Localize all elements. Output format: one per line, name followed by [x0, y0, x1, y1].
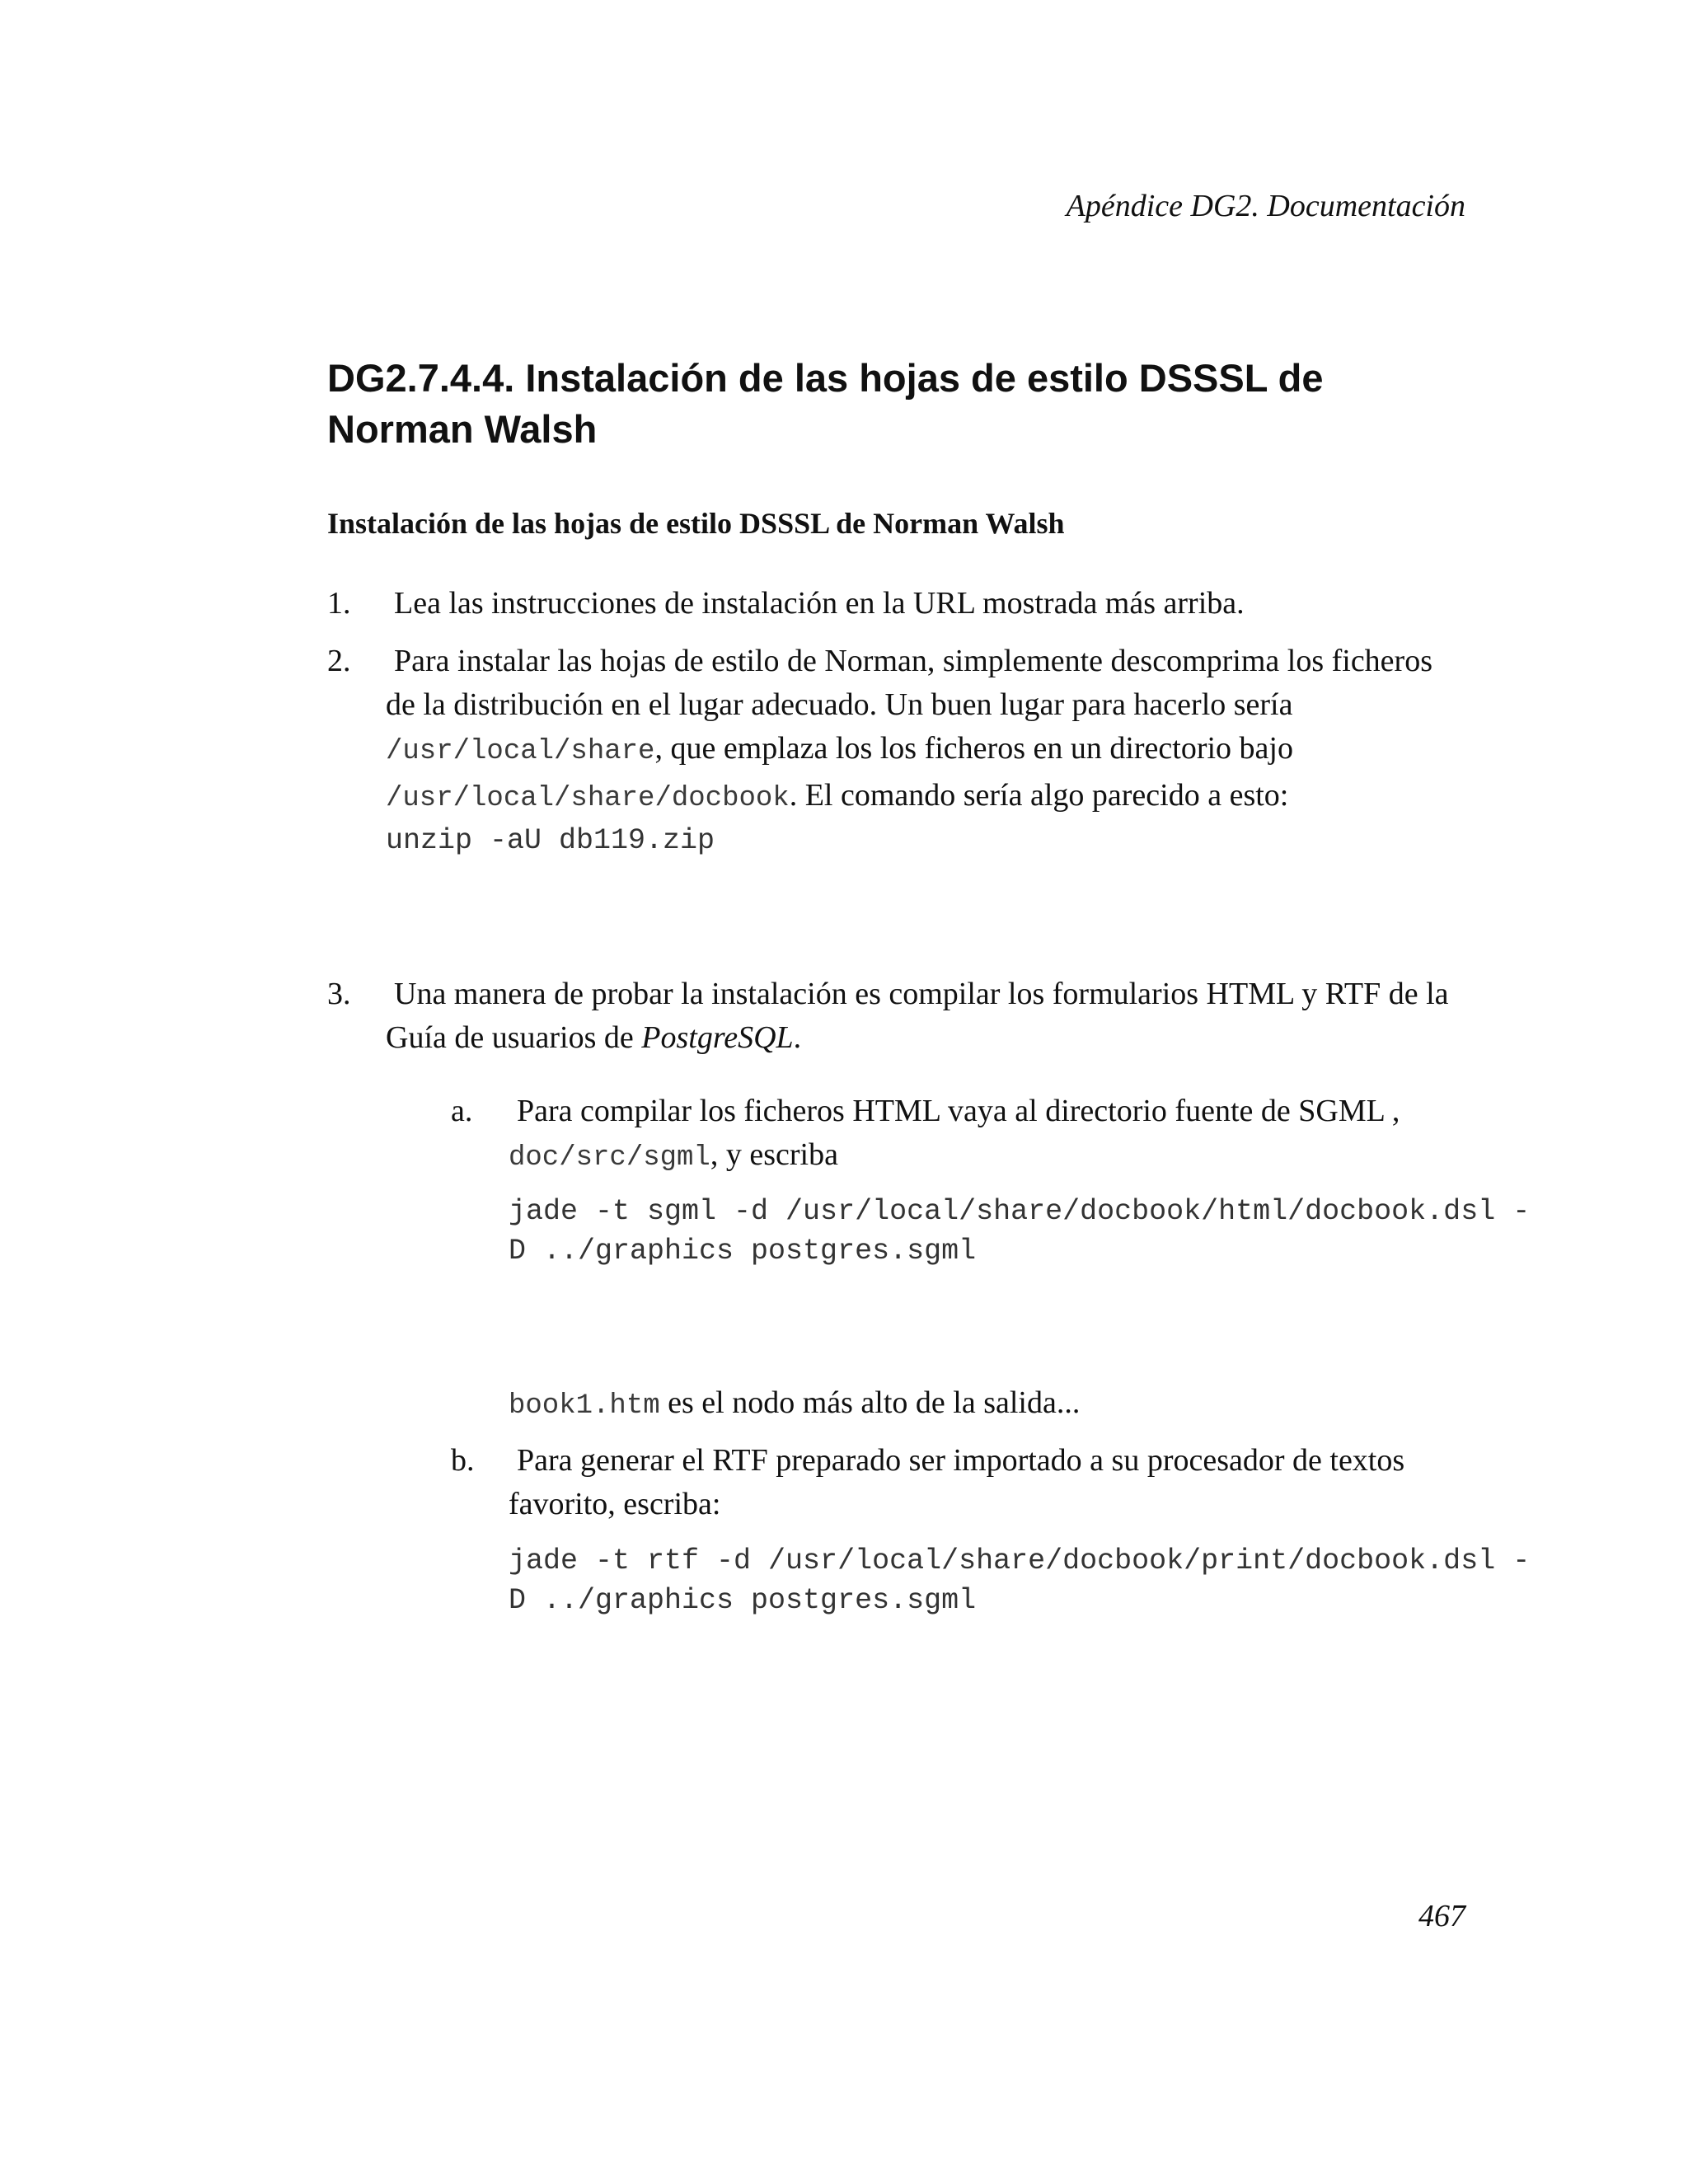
page-number: 467 — [1418, 1899, 1465, 1933]
product-name: PostgreSQL — [641, 1020, 794, 1055]
step-1-text: Lea las instrucciones de instalación en la URL mostrada más arriba. — [394, 586, 1245, 621]
jade-html-command: jade -t sgml -d /usr/local/share/docbook/html/docbook.dsl - D ../graphics postgres.sgml — [509, 1195, 1531, 1268]
path-usr-local-share-docbook: /usr/local/share/docbook — [386, 783, 790, 814]
step-3-number: 3. — [327, 977, 351, 1011]
path-usr-local-share: /usr/local/share — [386, 736, 655, 767]
substep-a-text — [509, 1090, 1498, 1180]
substep-a-text-a: Para compilar los ficheros HTML vaya al directorio fuente de SGML , — [517, 1094, 1400, 1128]
step-3-text — [386, 972, 1474, 1060]
step-2-text — [386, 640, 1457, 821]
path-doc-src-sgml: doc/src/sgml — [509, 1142, 710, 1174]
file-book1-htm: book1.htm — [509, 1390, 660, 1422]
section-title: DG2.7.4.4. Instalación de las hojas de estilo DSSSL de Norman Walsh — [327, 356, 1324, 451]
substep-a-letter: a. — [451, 1094, 473, 1128]
step-2-text-b: , que emplaza los los ficheros en un directorio bajo — [654, 731, 1293, 766]
unzip-command: unzip -aU db119.zip — [386, 824, 715, 857]
substep-a-text-b: , y escriba — [710, 1137, 838, 1172]
procedure-heading: Instalación de las hojas de estilo DSSSL de Norman Walsh — [327, 507, 1065, 540]
step-2-number: 2. — [327, 644, 351, 678]
substep-b-text — [509, 1439, 1465, 1526]
jade-rtf-command: jade -t rtf -d /usr/local/share/docbook/print/docbook.dsl - D ../graphics postgres.sgml — [509, 1544, 1531, 1617]
running-header: Apéndice DG2. Documentación — [1066, 189, 1465, 223]
substep-b-letter: b. — [451, 1443, 475, 1478]
step-3-text-a: Una manera de probar la instalación es compilar los formularios HTML y RTF de la Guía de usuarios de — [386, 977, 1449, 1055]
step-3-text-b: . — [793, 1020, 802, 1055]
step-2-text-c: . El comando sería algo parecido a esto: — [789, 778, 1289, 813]
output-note-text: es el nodo más alto de la salida... — [659, 1385, 1081, 1420]
output-note — [509, 1381, 1498, 1428]
substep-b-text-a: Para generar el RTF preparado ser importado a su procesador de textos favorito, escriba: — [509, 1443, 1405, 1521]
step-1-number: 1. — [327, 586, 351, 621]
step-2-text-a: Para instalar las hojas de estilo de Norman, simplemente descomprima los ficheros de la distribución en el lugar adecuado. Un buen lugar para hacerlo sería — [386, 644, 1432, 722]
